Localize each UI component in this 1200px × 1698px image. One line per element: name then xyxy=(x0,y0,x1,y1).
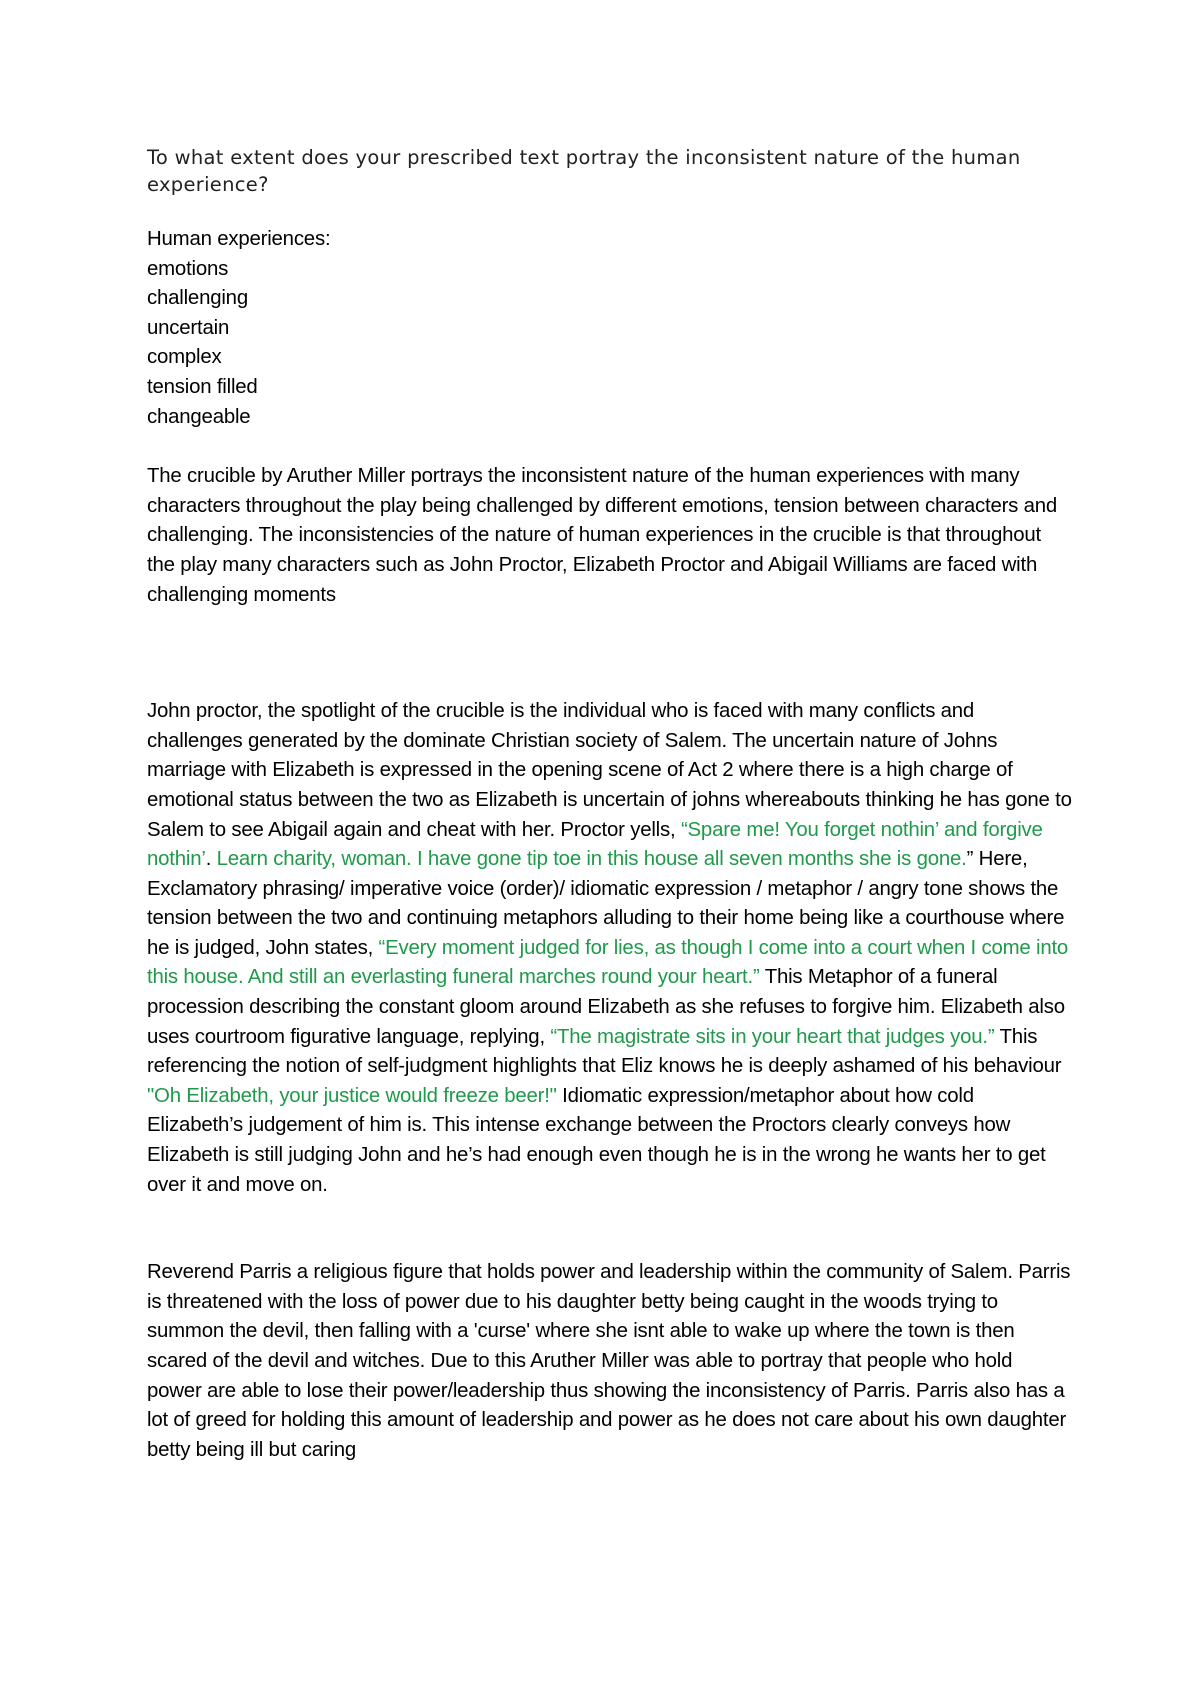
paragraph-text: John proctor, the spotlight of the crucible is the individual who is faced with many conflicts and challenges generated by the dominate Christian society of Salem. The uncertain nature of Johns marriage with Elizabeth is expressed in the opening scene of Act 2 where there is a high charge of emotional status between the two as Elizabeth is uncertain of johns whereabouts thinking he has gone to Salem to see Abigail again and cheat with her. Proctor yells, xyxy=(147,700,1072,841)
quote-text: "Oh Elizabeth, your justice would freeze beer!" xyxy=(147,1084,557,1107)
experiences-list xyxy=(147,255,1072,433)
paragraph-intro: The crucible by Aruther Miller portrays the inconsistent nature of the human experiences with many characters throughout the play being challenged by different emotions, tension between characters and challenging. The inconsistencies of the nature of human experiences in the crucible is that throughout the play many characters such as John Proctor, Elizabeth Proctor and Abigail Williams are faced with challenging moments xyxy=(147,465,1058,606)
paragraph-text: Idiomatic expression/metaphor about how cold Elizabeth’s judgement of him is. This intense exchange between the Proctors clearly conveys how Elizabeth is still judging John and he’s had enough even though he is in the wrong he wants her to get over it and move on. xyxy=(147,1084,1046,1196)
document-content xyxy=(147,144,1072,1465)
paragraph-text: This Metaphor of a funeral procession describing the constant gloom around Elizabeth as she refuses to forgive him. Elizabeth also uses courtroom figurative language, replying, xyxy=(147,966,1065,1048)
quote-text: “Every moment judged for lies, as though I come into a court when I come into this house. And still an everlasting funeral marches round your heart.” xyxy=(147,936,1069,989)
list-item: changeable xyxy=(147,405,251,428)
essay-question: To what extent does your prescribed text portray the inconsistent nature of the human experience? xyxy=(147,146,1021,196)
list-item: emotions xyxy=(147,257,229,280)
experiences-heading: Human experiences: xyxy=(147,228,331,250)
list-item: tension filled xyxy=(147,375,258,398)
quote-text: Learn charity, woman. I have gone tip toe in this house all seven months she is gone. xyxy=(216,848,967,871)
quote-text: “Spare me! You forget nothin’ and forgive nothin’ xyxy=(147,818,1043,871)
list-item: challenging xyxy=(147,287,248,310)
list-item: complex xyxy=(147,346,222,369)
paragraph-text: . xyxy=(205,848,217,871)
paragraph-text: This referencing the notion of self-judgment highlights that Eliz knows he is deeply ashamed of his behaviour xyxy=(147,1025,1062,1078)
paragraph-text: ” Here, Exclamatory phrasing/ imperative voice (order)/ idiomatic expression / metaphor / angry tone shows the tension between the two and continuing metaphors alluding to their home being like a courthouse where he is judged, John states, xyxy=(147,848,1065,959)
list-item: uncertain xyxy=(147,316,230,339)
paragraph-reverend-parris: Reverend Parris a religious figure that holds power and leadership within the community of Salem. Parris is threatened with the loss of power due to his daughter betty being caught in the woods trying to summon the devil, then falling with a 'curse' where she isnt able to wake up where the town is then scared of the devil and witches. Due to this Aruther Miller was able to portray that people who hold power are able to lose their power/leadership thus showing the inconsistency of Parris. Parris also has a lot of greed for holding this amount of leadership and power as he does not care about his own daughter betty being ill but caring xyxy=(147,1261,1071,1461)
paragraph-john-proctor xyxy=(147,697,1072,1200)
quote-text: “The magistrate sits in your heart that judges you.” xyxy=(550,1025,995,1048)
